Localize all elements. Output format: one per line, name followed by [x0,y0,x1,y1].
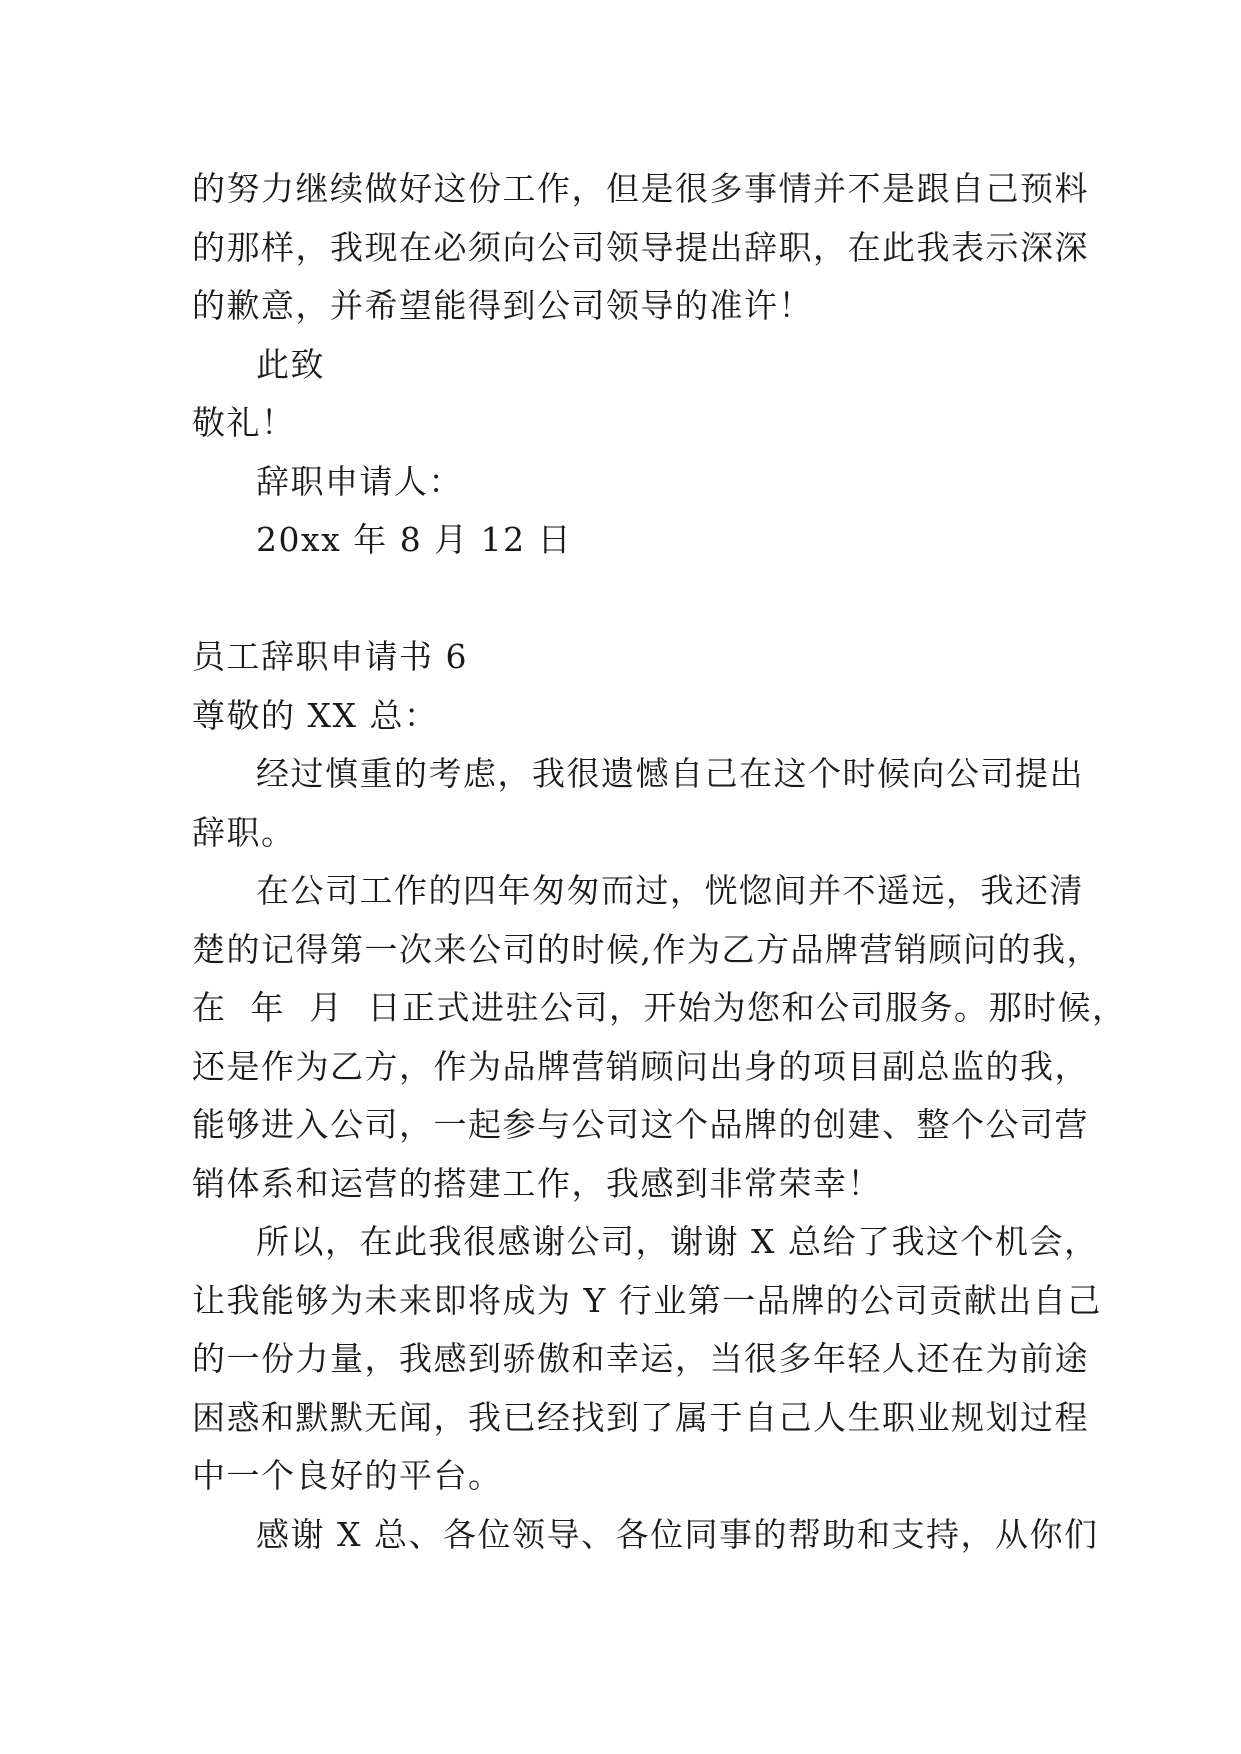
text-line: 感谢 X 总、各位领导、各位同事的帮助和支持，从你们 [256,1514,1099,1554]
text-line: 让我能够为未来即将成为 Y 行业第一品牌的公司贡献出自己 [192,1280,1102,1320]
text-line: 的一份力量，我感到骄傲和幸运，当很多年轻人还在为前途 [192,1339,1089,1378]
document-page [192,160,1127,1564]
text-line: 辞职。 [192,812,296,852]
text-line: 还是作为乙方，作为品牌营销顾问出身的项目副总监的我， [192,1046,1089,1086]
text-line: 在 年 月 日正式进驻公司，开始为您和公司服务。那时候， [192,988,1127,1027]
text-line: 楚的记得第一次来公司的时候,作为乙方品牌营销顾问的我， [192,929,1101,969]
closing-salutation: 此致 [256,344,325,384]
text-line: 经过慎重的考虑，我很遗憾自己在这个时候向公司提出 [256,754,1084,793]
text-line: 的歉意，并希望能得到公司领导的准许！ [192,286,813,325]
text-line: 的努力继续做好这份工作，但是很多事情并不是跟自己预料 [192,169,1089,208]
text-line: 所以，在此我很感谢公司，谢谢 X 总给了我这个机会， [256,1222,1099,1261]
closing-regards: 敬礼！ [192,403,296,442]
section-title: 员工辞职申请书 6 [192,637,468,676]
text-line: 销体系和运营的搭建工作，我感到非常荣幸！ [192,1163,882,1203]
text-line: 能够进入公司，一起参与公司这个品牌的创建、整个公司营 [192,1105,1089,1144]
text-line: 中一个良好的平台。 [192,1456,503,1495]
date-line: 20xx 年 8 月 12 日 [256,520,573,559]
text-line: 的那样，我现在必须向公司领导提出辞职，在此我表示深深 [192,227,1089,267]
blank-line [192,570,1052,629]
text-line: 困惑和默默无闻，我已经找到了属于自己人生职业规划过程 [192,1397,1089,1437]
text-line: 在公司工作的四年匆匆而过，恍惚间并不遥远，我还清 [256,871,1084,910]
signature-label: 辞职申请人： [256,461,463,501]
letter-greeting: 尊敬的 XX 总： [192,695,439,735]
